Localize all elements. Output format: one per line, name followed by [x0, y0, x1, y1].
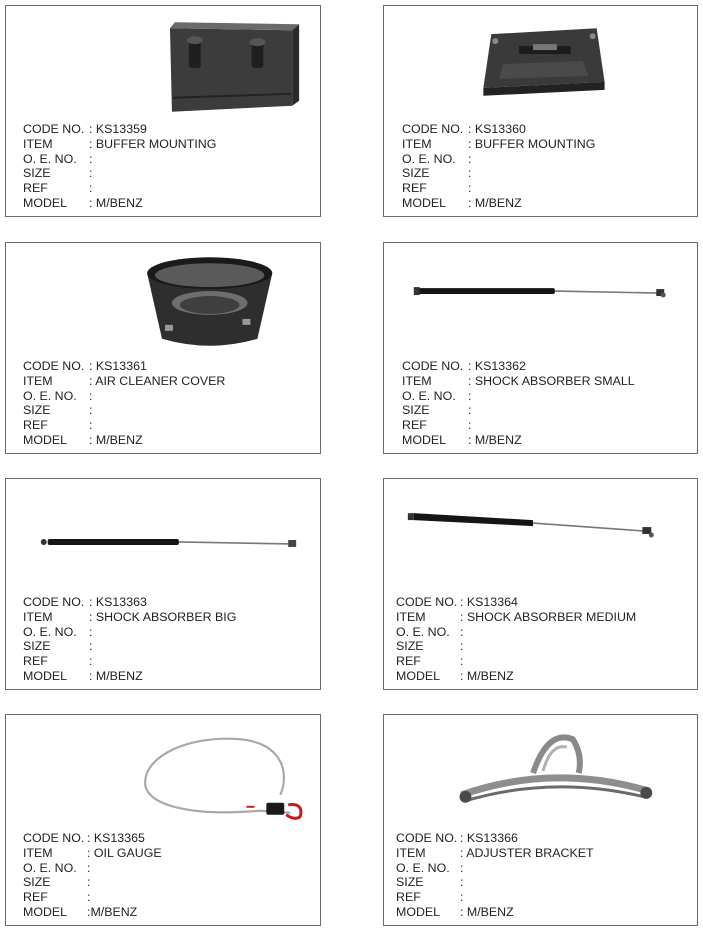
item-value: : SHOCK ABSORBER MEDIUM [460, 609, 637, 624]
model-value: : M/BENZ [468, 432, 522, 447]
product-image [6, 715, 320, 830]
ref-value: : [460, 654, 464, 669]
item-label: ITEM [23, 136, 53, 151]
item-label: ITEM [23, 373, 53, 388]
oe-label: O. E. NO. [396, 860, 450, 875]
product-card [5, 714, 321, 926]
ref-label: REF [23, 890, 48, 905]
oe-label: O. E. NO. [396, 624, 450, 639]
code-value: : KS13359 [89, 122, 147, 136]
ref-value: : [87, 890, 91, 905]
product-image [384, 479, 697, 594]
model-label: MODEL [23, 195, 68, 210]
size-value: : [468, 166, 472, 181]
item-value: : SHOCK ABSORBER SMALL [468, 373, 635, 388]
item-label: ITEM [402, 373, 432, 388]
oe-label: O. E. NO. [23, 151, 77, 166]
model-label: MODEL [402, 432, 447, 447]
oe-value: : [87, 860, 91, 875]
item-label: ITEM [402, 136, 432, 151]
product-info [402, 122, 595, 211]
model-value: : M/BENZ [460, 668, 514, 683]
oe-label: O. E. NO. [23, 388, 77, 403]
product-image [384, 715, 697, 830]
buffer-mounting-plate-picture [384, 6, 697, 121]
model-label: MODEL [23, 432, 68, 447]
size-label: SIZE [23, 639, 51, 654]
item-value: : SHOCK ABSORBER BIG [89, 609, 237, 624]
model-label: MODEL [402, 195, 447, 210]
item-value: : AIR CLEANER COVER [89, 373, 226, 388]
product-image [6, 243, 320, 358]
size-value: : [87, 875, 91, 890]
product-info [23, 122, 216, 211]
item-value: : ADJUSTER BRACKET [460, 845, 594, 860]
buffer-mounting-picture [6, 6, 320, 121]
product-card [5, 5, 321, 217]
size-label: SIZE [23, 875, 51, 890]
item-label: ITEM [396, 609, 426, 624]
oe-value: : [460, 624, 464, 639]
ref-value: : [89, 654, 93, 669]
code-value: : KS13364 [460, 595, 518, 609]
product-card [383, 478, 698, 690]
item-label: ITEM [23, 845, 53, 860]
code-label: CODE NO. [23, 122, 85, 136]
model-value: : M/BENZ [89, 195, 143, 210]
oe-value: : [89, 388, 93, 403]
code-value: : KS13366 [460, 831, 518, 845]
ref-label: REF [396, 654, 421, 669]
code-value: : KS13365 [87, 831, 145, 845]
code-label: CODE NO. [396, 595, 458, 609]
air-cleaner-cover-picture [6, 243, 320, 358]
oe-value: : [468, 388, 472, 403]
product-image [6, 479, 320, 594]
product-info [23, 359, 225, 448]
ref-value: : [468, 181, 472, 196]
product-card [383, 714, 698, 926]
model-value: : M/BENZ [89, 668, 143, 683]
item-label: ITEM [396, 845, 426, 860]
oe-value: : [89, 624, 93, 639]
code-label: CODE NO. [402, 359, 464, 373]
product-info [23, 831, 162, 920]
oe-value: : [468, 151, 472, 166]
ref-label: REF [402, 418, 427, 433]
code-label: CODE NO. [23, 359, 85, 373]
item-value: : BUFFER MOUNTING [468, 136, 596, 151]
product-image [384, 243, 697, 358]
ref-label: REF [23, 181, 48, 196]
shock-absorber-small-picture [384, 243, 697, 358]
ref-value: : [89, 418, 93, 433]
size-value: : [89, 639, 93, 654]
shock-absorber-big-picture [6, 479, 320, 594]
size-value: : [460, 875, 464, 890]
model-label: MODEL [23, 668, 68, 683]
oe-label: O. E. NO. [402, 151, 456, 166]
product-card [5, 478, 321, 690]
size-value: : [89, 166, 93, 181]
code-label: CODE NO. [23, 595, 85, 609]
oe-value: : [460, 860, 464, 875]
oe-label: O. E. NO. [23, 624, 77, 639]
product-image [6, 6, 320, 121]
ref-label: REF [402, 181, 427, 196]
size-label: SIZE [402, 166, 430, 181]
item-value: : OIL GAUGE [87, 845, 162, 860]
code-value: : KS13362 [468, 359, 526, 373]
model-label: MODEL [396, 668, 441, 683]
ref-label: REF [23, 654, 48, 669]
item-label: ITEM [23, 609, 53, 624]
product-image [384, 6, 697, 121]
oil-gauge-picture [6, 715, 320, 830]
code-value: : KS13361 [89, 359, 147, 373]
ref-value: : [89, 181, 93, 196]
product-info [402, 359, 635, 448]
adjuster-bracket-picture [384, 715, 697, 830]
product-card [383, 242, 698, 454]
size-label: SIZE [402, 403, 430, 418]
product-info [23, 595, 236, 684]
ref-label: REF [396, 890, 421, 905]
model-value: : M/BENZ [460, 904, 514, 919]
product-info [396, 595, 636, 684]
model-value: : M/BENZ [468, 195, 522, 210]
model-value: : M/BENZ [89, 432, 143, 447]
shock-absorber-medium-picture [384, 479, 697, 594]
size-value: : [89, 403, 93, 418]
product-card [383, 5, 698, 217]
size-value: : [460, 639, 464, 654]
oe-label: O. E. NO. [402, 388, 456, 403]
model-label: MODEL [23, 904, 68, 919]
code-label: CODE NO. [402, 122, 464, 136]
code-label: CODE NO. [396, 831, 458, 845]
product-info [396, 831, 594, 920]
ref-label: REF [23, 418, 48, 433]
size-label: SIZE [396, 875, 424, 890]
size-label: SIZE [23, 166, 51, 181]
ref-value: : [460, 890, 464, 905]
ref-value: : [468, 418, 472, 433]
model-value: :M/BENZ [87, 904, 138, 919]
code-label: CODE NO. [23, 831, 85, 845]
item-value: : BUFFER MOUNTING [89, 136, 217, 151]
code-value: : KS13363 [89, 595, 147, 609]
oe-label: O. E. NO. [23, 860, 77, 875]
code-value: : KS13360 [468, 122, 526, 136]
size-value: : [468, 403, 472, 418]
oe-value: : [89, 151, 93, 166]
product-card [5, 242, 321, 454]
size-label: SIZE [23, 403, 51, 418]
size-label: SIZE [396, 639, 424, 654]
model-label: MODEL [396, 904, 441, 919]
